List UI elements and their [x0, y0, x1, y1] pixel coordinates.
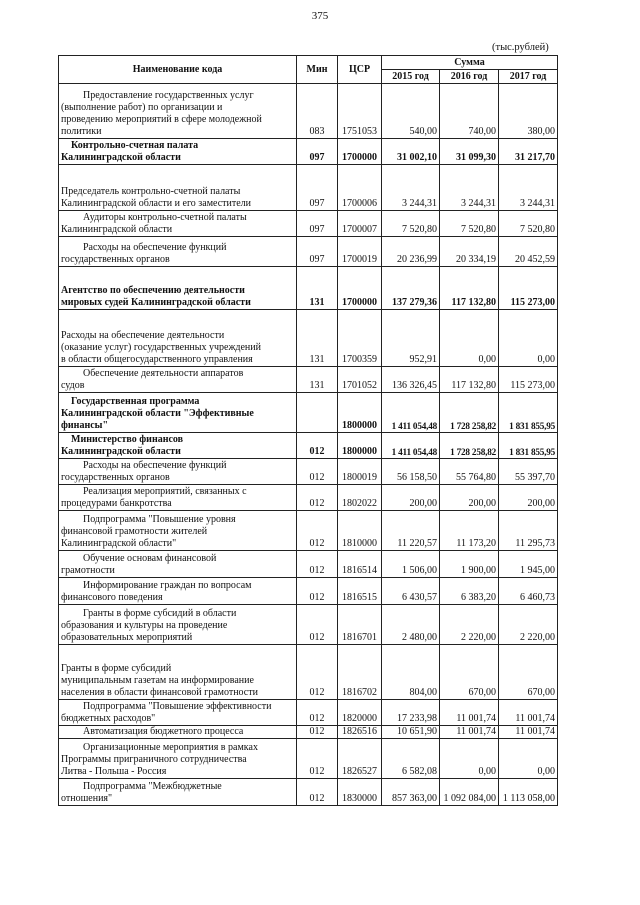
cell-name-line: Председатель контрольно-счетной палаты [61, 186, 241, 197]
cell-name-line: процедурами банкротства [61, 498, 172, 509]
cell-y2015: 11 220,57 [382, 511, 440, 551]
cell-name [59, 578, 297, 605]
cell-name-line: государственных органов [61, 472, 170, 483]
cell-name-line: Агентство по обеспечению деятельности [61, 285, 245, 296]
cell-y2015: 200,00 [382, 485, 440, 511]
cell-y2017: 200,00 [499, 485, 558, 511]
cell-y2016: 20 334,19 [440, 237, 499, 267]
cell-name-line: Литва - Польша - Россия [61, 766, 167, 777]
cell-y2017: 0,00 [499, 739, 558, 779]
cell-name-line: Расходы на обеспечение функций [83, 460, 227, 471]
cell-y2015: 1 506,00 [382, 551, 440, 578]
cell-min: 097 [297, 139, 338, 165]
units-label: (тыс.рублей) [492, 42, 549, 53]
cell-y2016: 31 099,30 [440, 139, 499, 165]
cell-y2015: 17 233,98 [382, 700, 440, 726]
table-row [59, 739, 558, 779]
cell-name-line: финансового поведения [61, 592, 163, 603]
cell-y2015: 7 520,80 [382, 211, 440, 237]
cell-y2015: 20 236,99 [382, 237, 440, 267]
cell-name-line [61, 318, 294, 330]
cell-y2017: 55 397,70 [499, 459, 558, 485]
table-row [59, 267, 558, 310]
cell-y2015: 3 244,31 [382, 165, 440, 211]
cell-csr: 1820000 [338, 700, 382, 726]
cell-y2017: 115 273,00 [499, 267, 558, 310]
table-row [59, 605, 558, 645]
cell-y2015: 10 651,90 [382, 726, 440, 739]
cell-csr: 1700000 [338, 267, 382, 310]
cell-y2017: 11 001,74 [499, 700, 558, 726]
cell-name-line: отношения" [61, 793, 113, 804]
cell-csr: 1816515 [338, 578, 382, 605]
table-row [59, 165, 558, 211]
cell-name-line: Подпрограмма "Повышение эффективности [83, 701, 272, 712]
cell-name [59, 165, 297, 211]
cell-name-line: судов [61, 380, 85, 391]
cell-name-line [61, 174, 294, 186]
cell-name [59, 459, 297, 485]
cell-y2017: 20 452,59 [499, 237, 558, 267]
cell-y2015: 2 480,00 [382, 605, 440, 645]
table-row [59, 485, 558, 511]
cell-y2016: 740,00 [440, 84, 499, 139]
cell-name-line: мировых судей Калининградской области [61, 297, 251, 308]
cell-name-line: Калининградской области" [61, 538, 177, 549]
header-2015: 2015 год [382, 70, 440, 84]
cell-min: 012 [297, 551, 338, 578]
cell-csr: 1700019 [338, 237, 382, 267]
cell-name [59, 779, 297, 806]
cell-csr: 1701052 [338, 367, 382, 393]
cell-name-line: Расходы на обеспечение функций [83, 242, 227, 253]
cell-y2016: 7 520,80 [440, 211, 499, 237]
table-row [59, 211, 558, 237]
cell-y2017: 1 831 855,95 [499, 393, 558, 433]
cell-name-line: Подпрограмма "Межбюджетные [83, 781, 222, 792]
cell-csr: 1826527 [338, 739, 382, 779]
table-row [59, 84, 558, 139]
header-csr: ЦСР [338, 56, 382, 84]
cell-min: 097 [297, 211, 338, 237]
cell-y2016: 11 001,74 [440, 726, 499, 739]
cell-y2016: 0,00 [440, 739, 499, 779]
cell-csr: 1816514 [338, 551, 382, 578]
cell-y2015: 56 158,50 [382, 459, 440, 485]
cell-name-line: Гранты в форме субсидий [61, 663, 172, 674]
cell-min: 097 [297, 237, 338, 267]
cell-y2017: 380,00 [499, 84, 558, 139]
cell-y2015: 952,91 [382, 310, 440, 367]
cell-y2016: 1 728 258,82 [440, 433, 499, 459]
cell-name-line: Предоставление государственных услуг [83, 90, 254, 101]
cell-csr: 1751053 [338, 84, 382, 139]
header-min: Мин [297, 56, 338, 84]
cell-y2016: 11 001,74 [440, 700, 499, 726]
table-row [59, 700, 558, 726]
cell-name-line: Калининградской области [61, 224, 173, 235]
cell-name-line: Гранты в форме субсидий в области [83, 608, 237, 619]
cell-name-line: муниципальным газетам на информирование [61, 675, 254, 686]
cell-name-line: бюджетных расходов" [61, 713, 156, 724]
cell-min: 012 [297, 485, 338, 511]
cell-name [59, 700, 297, 726]
cell-min: 097 [297, 165, 338, 211]
cell-y2017: 1 945,00 [499, 551, 558, 578]
cell-y2015: 6 582,08 [382, 739, 440, 779]
cell-y2017: 6 460,73 [499, 578, 558, 605]
cell-name-line: Обеспечение деятельности аппаратов [83, 368, 244, 379]
cell-y2015: 137 279,36 [382, 267, 440, 310]
cell-name-line: грамотности [61, 565, 115, 576]
cell-y2015: 857 363,00 [382, 779, 440, 806]
cell-name-line: Обучение основам финансовой [83, 553, 217, 564]
cell-y2015: 540,00 [382, 84, 440, 139]
cell-y2016: 0,00 [440, 310, 499, 367]
cell-min: 012 [297, 645, 338, 700]
table-row [59, 551, 558, 578]
cell-name-line: Подпрограмма "Повышение уровня [83, 514, 236, 525]
cell-csr: 1800019 [338, 459, 382, 485]
cell-csr: 1810000 [338, 511, 382, 551]
cell-name-line: Калининградской области и его заместители [61, 198, 252, 209]
cell-name [59, 433, 297, 459]
header-sum: Сумма [382, 56, 558, 70]
cell-y2016: 1 728 258,82 [440, 393, 499, 433]
cell-y2016: 117 132,80 [440, 267, 499, 310]
header-2017: 2017 год [499, 70, 558, 84]
cell-y2015: 1 411 054,48 [382, 393, 440, 433]
cell-y2017: 0,00 [499, 310, 558, 367]
cell-y2016: 2 220,00 [440, 605, 499, 645]
cell-name [59, 139, 297, 165]
cell-name-line: Государственная программа [71, 396, 200, 407]
cell-min: 012 [297, 511, 338, 551]
cell-min: 131 [297, 267, 338, 310]
cell-min: 131 [297, 310, 338, 367]
table-row [59, 367, 558, 393]
cell-name-line [61, 651, 294, 663]
cell-name [59, 511, 297, 551]
cell-min: 131 [297, 367, 338, 393]
cell-name [59, 310, 297, 367]
cell-name-line: Аудиторы контрольно-счетной палаты [83, 212, 247, 223]
table-row [59, 459, 558, 485]
table-row [59, 310, 558, 367]
cell-name-line: населения в области финансовой грамотности [61, 687, 258, 698]
cell-y2017: 2 220,00 [499, 605, 558, 645]
cell-y2017: 11 295,73 [499, 511, 558, 551]
table-row [59, 237, 558, 267]
page-number: 375 [311, 10, 329, 22]
cell-y2017: 115 273,00 [499, 367, 558, 393]
cell-name-line: образования и культуры на проведение [61, 620, 228, 631]
cell-name [59, 605, 297, 645]
table-row [59, 578, 558, 605]
cell-y2017: 3 244,31 [499, 165, 558, 211]
cell-name-line: (выполнение работ) по организации и [61, 102, 223, 113]
cell-name-line [61, 273, 294, 285]
cell-y2017: 1 113 058,00 [499, 779, 558, 806]
cell-csr: 1826516 [338, 726, 382, 739]
table-row [59, 393, 558, 433]
cell-csr: 1830000 [338, 779, 382, 806]
cell-name-line: в области общегосударственного управления [61, 354, 253, 365]
table-row [59, 433, 558, 459]
cell-csr: 1800000 [338, 393, 382, 433]
cell-min: 012 [297, 459, 338, 485]
cell-y2016: 1 092 084,00 [440, 779, 499, 806]
cell-min [297, 393, 338, 433]
cell-min: 012 [297, 779, 338, 806]
cell-name-line: образовательных мероприятий [61, 632, 193, 643]
cell-name-line: политики [61, 126, 102, 137]
cell-name [59, 393, 297, 433]
cell-name-line: Контрольно-счетная палата [71, 140, 199, 151]
cell-y2016: 55 764,80 [440, 459, 499, 485]
cell-name-line: Министерство финансов [71, 434, 184, 445]
cell-name-line: проведению мероприятий в сфере молодежной [61, 114, 262, 125]
cell-name [59, 211, 297, 237]
cell-y2015: 31 002,10 [382, 139, 440, 165]
table-body [59, 84, 558, 806]
cell-name [59, 551, 297, 578]
cell-y2016: 1 900,00 [440, 551, 499, 578]
cell-name-line: Автоматизация бюджетного процесса [83, 726, 244, 737]
cell-y2016: 117 132,80 [440, 367, 499, 393]
cell-csr: 1800000 [338, 433, 382, 459]
table-row [59, 645, 558, 700]
cell-y2015: 136 326,45 [382, 367, 440, 393]
cell-csr: 1700007 [338, 211, 382, 237]
cell-min: 012 [297, 605, 338, 645]
cell-name [59, 237, 297, 267]
cell-name [59, 84, 297, 139]
cell-y2017: 7 520,80 [499, 211, 558, 237]
cell-min: 012 [297, 578, 338, 605]
cell-y2015: 1 411 054,48 [382, 433, 440, 459]
cell-name-line: Калининградской области "Эффективные [61, 408, 254, 419]
cell-y2016: 3 244,31 [440, 165, 499, 211]
cell-name-line: Программы приграничного сотрудничества [61, 754, 247, 765]
cell-y2017: 31 217,70 [499, 139, 558, 165]
table-row [59, 511, 558, 551]
cell-name [59, 645, 297, 700]
cell-csr: 1700000 [338, 139, 382, 165]
cell-name-line: Реализация мероприятий, связанных с [83, 486, 247, 497]
cell-y2016: 200,00 [440, 485, 499, 511]
cell-min: 012 [297, 433, 338, 459]
cell-name-line: финансы" [61, 420, 109, 431]
cell-name [59, 739, 297, 779]
cell-csr: 1802022 [338, 485, 382, 511]
cell-name-line: финансовой грамотности жителей [61, 526, 208, 537]
cell-csr: 1816701 [338, 605, 382, 645]
header-2016: 2016 год [440, 70, 499, 84]
cell-y2017: 11 001,74 [499, 726, 558, 739]
cell-y2015: 804,00 [382, 645, 440, 700]
header-name: Наименование кода [59, 56, 297, 84]
table-row [59, 139, 558, 165]
cell-name-line: Калининградской области [61, 152, 181, 163]
cell-name-line: Калининградской области [61, 446, 181, 457]
budget-table [58, 55, 558, 806]
cell-y2015: 6 430,57 [382, 578, 440, 605]
cell-name-line: Расходы на обеспечение деятельности [61, 330, 225, 341]
cell-y2016: 670,00 [440, 645, 499, 700]
cell-name [59, 485, 297, 511]
cell-name-line: Организационные мероприятия в рамках [83, 742, 258, 753]
cell-name [59, 367, 297, 393]
cell-name-line: (оказание услуг) государственных учреждений [61, 342, 261, 353]
cell-csr: 1700359 [338, 310, 382, 367]
cell-min: 012 [297, 726, 338, 739]
cell-name-line: государственных органов [61, 254, 170, 265]
cell-csr: 1700006 [338, 165, 382, 211]
cell-name-line: Информирование граждан по вопросам [83, 580, 252, 591]
cell-y2016: 6 383,20 [440, 578, 499, 605]
cell-name [59, 267, 297, 310]
table-row [59, 779, 558, 806]
cell-y2017: 670,00 [499, 645, 558, 700]
cell-csr: 1816702 [338, 645, 382, 700]
cell-min: 012 [297, 700, 338, 726]
cell-name [59, 726, 297, 739]
table-row [59, 726, 558, 739]
cell-min: 012 [297, 739, 338, 779]
cell-y2017: 1 831 855,95 [499, 433, 558, 459]
cell-y2016: 11 173,20 [440, 511, 499, 551]
cell-min: 083 [297, 84, 338, 139]
